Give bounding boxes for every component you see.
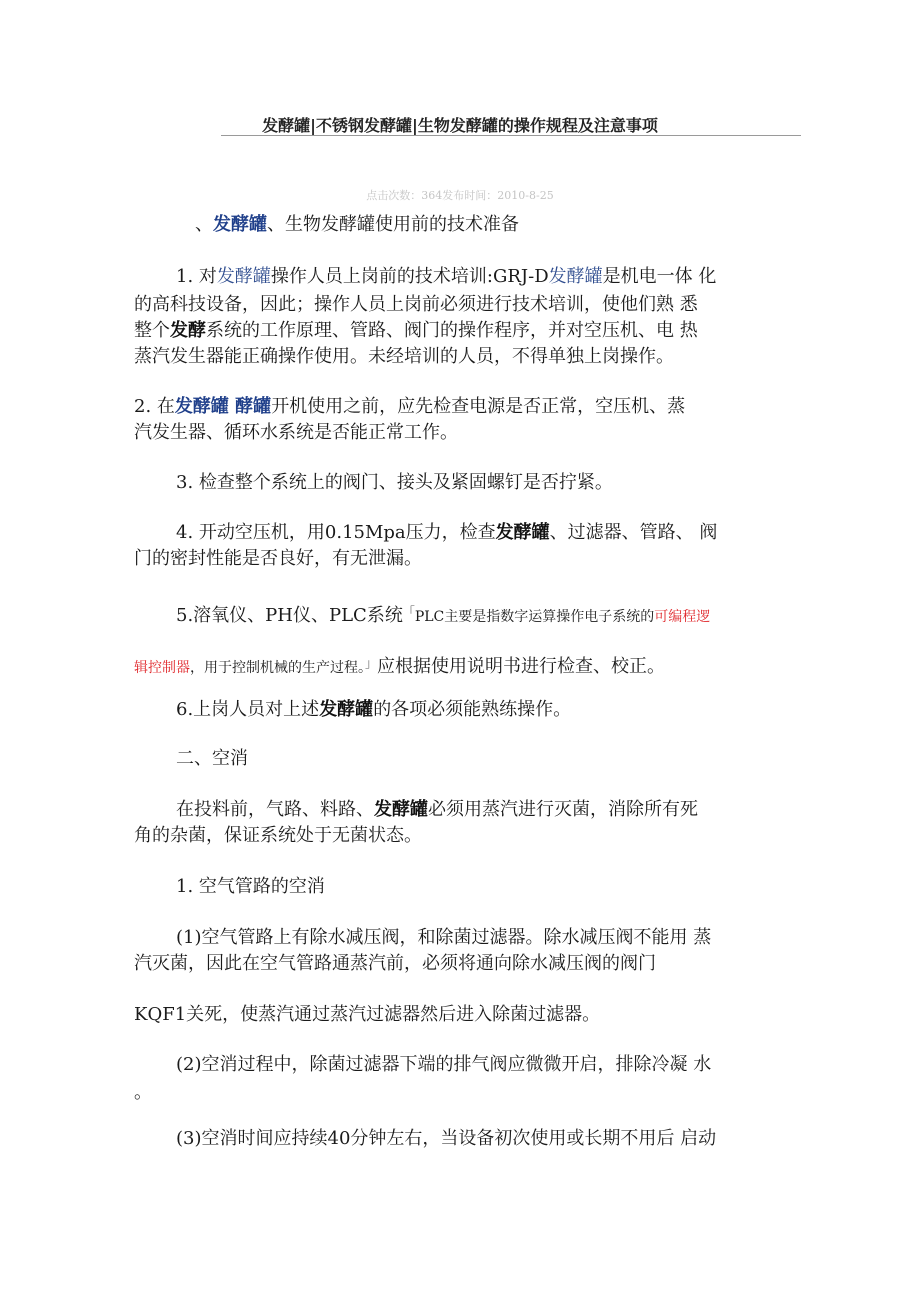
text-span: ，用于控制机械的生产过程。: [190, 660, 365, 676]
keyword-link[interactable]: 发酵: [170, 320, 206, 341]
keyword-link[interactable]: 发酵罐: [495, 522, 550, 543]
text-span: 5.溶氧仪、PH仪、PLC系统: [176, 605, 403, 626]
paragraph-line: [176, 264, 716, 290]
text-span: 6.上岗人员对上述: [176, 699, 320, 720]
paragraph-line: (1)空气管路上有除水减压阀，和除菌过滤器。除水减压阀不能用 蒸: [176, 927, 712, 948]
paragraph-line: [134, 394, 685, 420]
paragraph-line: [134, 650, 665, 681]
paragraph-line: 3. 检查整个系统上的阀门、接头及紧固螺钉是否拧紧。: [176, 472, 613, 493]
text-span: 必须用蒸汽进行灭菌，消除所有死: [428, 799, 698, 820]
paragraph-line: 门的密封性能是否良好，有无泄漏。: [134, 548, 422, 569]
paragraph-line: (2)空消过程中，除菌过滤器下端的排气阀应微微开启，排除冷凝 水: [176, 1054, 712, 1075]
paragraph-line: 汽灭菌，因此在空气管路通蒸汽前，必须将通向除水减压阀的阀门: [134, 953, 656, 974]
text-span: 应根据使用说明书进行检查、校正。: [377, 656, 666, 677]
keyword-link[interactable]: 发酵罐: [216, 266, 271, 287]
keyword-link[interactable]: 发酵罐: [374, 799, 428, 820]
text-span: 2. 在: [134, 396, 175, 417]
paragraph-line: [176, 697, 571, 723]
keyword-link[interactable]: 发酵罐: [213, 214, 267, 235]
heading-prefix: 、: [195, 214, 213, 235]
paragraph-line: [176, 520, 717, 546]
article-meta: 点击次数：364发布时间：2010-8-25: [366, 189, 554, 202]
heading-text: 、生物发酵罐使用前的技术准备: [267, 214, 519, 235]
text-span: 在投料前，气路、料路、: [176, 799, 374, 820]
keyword-link[interactable]: 可编程逻: [654, 609, 711, 625]
paragraph-line: 。: [134, 1082, 152, 1103]
section2-heading: 二、空消: [176, 748, 248, 769]
keyword-link[interactable]: 辑控制器: [134, 660, 190, 676]
paragraph-line: [176, 599, 710, 630]
title-divider: [221, 135, 801, 136]
paragraph-line: 汽发生器、循环水系统是否能正常工作。: [134, 422, 458, 443]
paragraph-line: KQF1关死，使蒸汽通过蒸汽过滤器然后进入除菌过滤器。: [134, 1004, 601, 1025]
text-span: 4. 开动空压机，用0.15Mpa压力，检查: [176, 522, 496, 543]
paragraph-line: 蒸汽发生器能正确操作使用。未经培训的人员，不得单独上岗操作。: [134, 346, 674, 367]
text-span: 操作人员上岗前的技术培训:GRJ-D: [270, 266, 549, 287]
paragraph-line: 的高科技设备，因此；操作人员上岗前必须进行技术培训，使他们熟 悉: [134, 294, 698, 315]
text-span: 开机使用之前，应先检查电源是否正常，空压机、蒸: [271, 396, 686, 417]
keyword-link[interactable]: 发酵罐: [319, 699, 374, 720]
text-span: 、过滤器、管路、 阀: [549, 522, 718, 543]
paragraph-line: [176, 797, 698, 823]
page-title: 发酵罐|不锈钢发酵罐|生物发酵罐的操作规程及注意事项: [262, 116, 658, 135]
text-span: 是机电一体 化: [602, 266, 717, 287]
bracket-open: 「: [402, 605, 415, 619]
paragraph-line: 角的杂菌，保证系统处于无菌状态。: [134, 825, 422, 846]
bracket-close: 」: [365, 656, 378, 670]
paragraph-line: (3)空消时间应持续40分钟左右，当设备初次使用或长期不用后 启动: [176, 1128, 717, 1149]
subsection-heading: 1. 空气管路的空消: [176, 876, 325, 897]
keyword-link[interactable]: 发酵罐: [548, 266, 603, 287]
text-span: 整个: [134, 320, 170, 341]
section1-heading: [195, 212, 519, 238]
text-span: PLC主要是指数字运算操作电子系统的: [414, 609, 655, 625]
text-span: 系统的工作原理、管路、阀门的操作程序，并对空压机、电 热: [206, 320, 698, 341]
keyword-link[interactable]: 发酵罐 酵罐: [174, 396, 272, 417]
text-span: 1. 对: [176, 266, 217, 287]
text-span: 的各项必须能熟练操作。: [373, 699, 572, 720]
paragraph-line: [134, 318, 698, 344]
